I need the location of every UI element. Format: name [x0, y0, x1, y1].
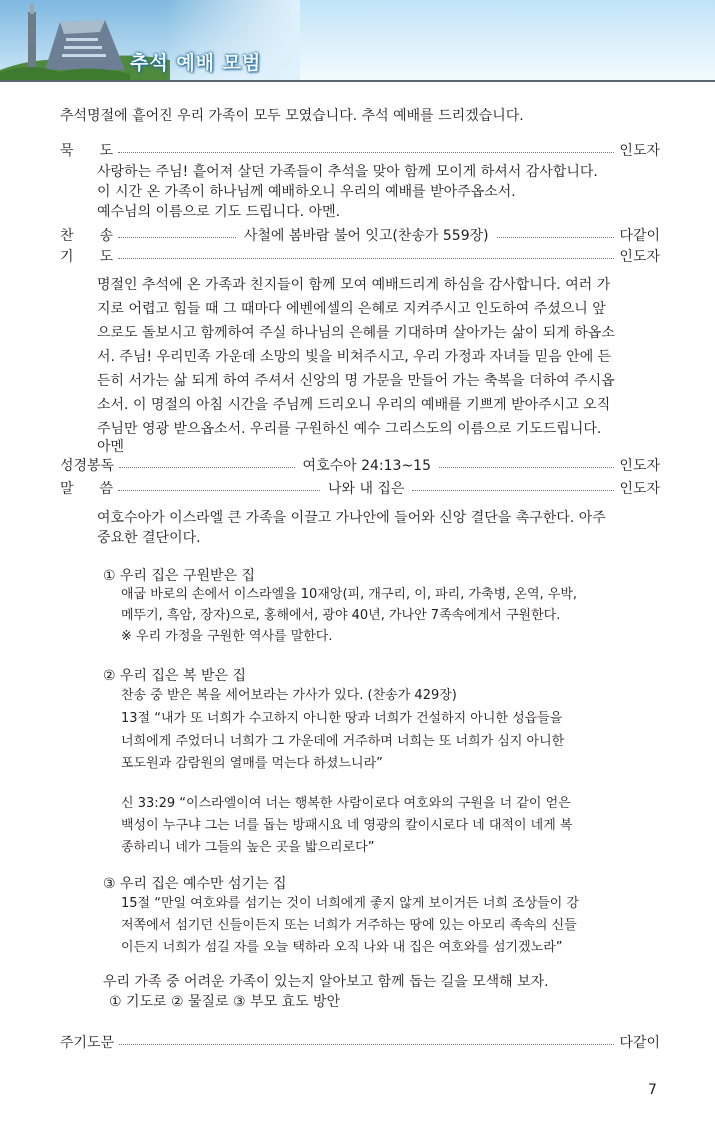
verse-reference: 15절 [121, 896, 151, 911]
hymn-title: 사철에 봄바람 불어 잇고(찬송가 559장) [243, 228, 489, 244]
order-row-mukdo [60, 141, 660, 161]
prayer-line: 사랑하는 주님! 흩어져 살던 가족들이 추석을 맞아 함께 모이게 하셔서 감사합니다. [97, 164, 598, 180]
dot-leader [118, 258, 614, 259]
prayer-line: 아멘 [97, 439, 125, 455]
prayer-line: 든히 서가는 삶 되게 하여 주셔서 신앙의 명 가문을 만들어 가는 축복을 더하여 주시옵 [97, 373, 615, 389]
verse-reference: 13절 [121, 711, 151, 726]
sermon-point-line: 메뚜기, 흑암, 장자)으로, 홍해에서, 광야 40년, 가나안 7족속에게서 구원한다. [121, 608, 561, 623]
scripture-reference: 여호수아 24:13~15 [302, 458, 431, 474]
row-label: 묵 도 [60, 143, 113, 159]
page-title: 추석 예배 모범 [130, 52, 262, 74]
row-leader: 다같이 [619, 228, 660, 244]
verse-line: 종하리니 네가 그들의 높은 곳을 밟으리로다” [121, 840, 375, 855]
row-label: 성경봉독 [60, 458, 115, 474]
dot-leader [118, 490, 320, 491]
sermon-point-line: ※ 우리 가정을 구원한 역사를 말한다. [121, 629, 333, 644]
sermon-point-title: ① 우리 집은 구원받은 집 [103, 568, 256, 584]
prayer-line: 지로 어렵고 힘들 때 그 때마다 에벤에셀의 은혜로 지켜주시고 인도하여 주셨으니 앞 [97, 301, 606, 317]
sermon-intro-line: 중요한 결단이다. [97, 530, 201, 546]
row-label: 찬 송 [60, 228, 113, 244]
sermon-point-line: 찬송 중 받은 복을 세어보라는 가사가 있다. (찬송가 429장) [121, 688, 457, 703]
row-leader: 다같이 [619, 1035, 660, 1051]
verse-line: 포도원과 감람원의 열매를 먹는다 하셨느니라” [121, 756, 383, 771]
closing-text: 우리 가족 중 어려운 가족이 있는지 알아보고 함께 돕는 길을 모색해 보자. [103, 974, 549, 990]
prayer-line: 으로도 돌보시고 함께하여 주실 하나님의 은혜를 기대하며 살아가는 삶이 되게 하옵소 [97, 325, 615, 341]
verse-line: 이든지 너희가 섬길 자를 오늘 택하라 오직 나와 내 집은 여호와를 섬기겠노라” [121, 940, 563, 955]
sermon-point-title: ② 우리 집은 복 받은 집 [103, 668, 246, 684]
verse-line: 신 33:29 “이스라엘이여 너는 행복한 사람이로다 여호와의 구원을 너 같이 얻은 [121, 796, 571, 811]
prayer-line: 소서. 이 명절의 아침 시간을 주님께 드리오니 우리의 예배를 기쁘게 받아주시고 오직 [97, 397, 611, 413]
sermon-point-line: 애굽 바로의 손에서 이스라엘을 10재앙(피, 개구리, 이, 파리, 가축병, 온역, 우박, [121, 587, 578, 602]
verse-reference: 신 33:29 [121, 796, 176, 811]
dot-leader [118, 237, 236, 238]
order-row-lords-prayer [60, 1033, 660, 1053]
dot-leader [119, 467, 294, 468]
row-label: 주기도문 [60, 1035, 115, 1051]
verse-line: 너희에게 주었더니 너희가 그 가운데에 거주하며 너희는 또 너희가 심지 아니한 [121, 734, 565, 749]
verse-line: 저쪽에서 섬기던 신들이든지 또는 너희가 거주하는 땅에 있는 아모리 족속의 신들 [121, 918, 577, 933]
sermon-title: 나와 내 집은 [327, 481, 405, 497]
order-row-prayer [60, 247, 660, 267]
dot-leader [439, 467, 614, 468]
prayer-line: 서. 주님! 우리민족 가운데 소망의 빛을 비쳐주시고, 우리 가정과 자녀들 믿음 안에 든 [97, 349, 612, 365]
sermon-intro-line: 여호수아가 이스라엘 큰 가족을 이끌고 가나안에 들어와 신앙 결단을 촉구한다. 아주 [97, 510, 606, 526]
intro-text: 추석명절에 흩어진 우리 가족이 모두 모였습니다. 추석 예배를 드리겠습니다. [60, 108, 524, 124]
verse-line: 15절 “만일 여호와를 섬기는 것이 너희에게 좋지 않게 보이거든 너희 조상들이 강 [121, 896, 580, 911]
order-row-hymn [60, 226, 660, 246]
dot-leader [412, 490, 614, 491]
row-leader: 인도자 [619, 458, 660, 474]
row-leader: 인도자 [619, 143, 660, 159]
order-row-scripture [60, 456, 660, 476]
prayer-line: 예수님의 이름으로 기도 드립니다. 아멘. [97, 204, 341, 220]
row-label: 말 씀 [60, 481, 113, 497]
prayer-line: 주님만 영광 받으옵소서. 우리를 구원하신 예수 그리스도의 이름으로 기도드립니다. [97, 421, 602, 437]
closing-options: ① 기도로 ② 물질로 ③ 부모 효도 방안 [109, 994, 341, 1010]
row-label: 기 도 [60, 249, 113, 265]
row-leader: 인도자 [619, 481, 661, 497]
dot-leader [119, 1044, 614, 1045]
page-number: 7 [648, 1082, 657, 1098]
verse-line: 백성이 누구냐 그는 너를 돕는 방패시요 네 영광의 칼이시로다 네 대적이 네게 복 [121, 818, 573, 833]
dot-leader [118, 152, 614, 153]
verse-line: 13절 “내가 또 너희가 수고하지 아니한 땅과 너희가 건설하지 아니한 성읍들을 [121, 711, 563, 726]
prayer-line: 명절인 추석에 온 가족과 친지들이 함께 모여 예배드리게 하심을 감사합니다. 여러 가 [97, 277, 611, 293]
order-row-sermon [60, 479, 660, 499]
row-leader: 인도자 [619, 249, 660, 265]
dot-leader [497, 237, 615, 238]
sermon-point-title: ③ 우리 집은 예수만 섬기는 집 [103, 876, 287, 892]
prayer-line: 이 시간 온 가족이 하나님께 예배하오니 우리의 예배를 받아주옵소서. [97, 184, 516, 200]
